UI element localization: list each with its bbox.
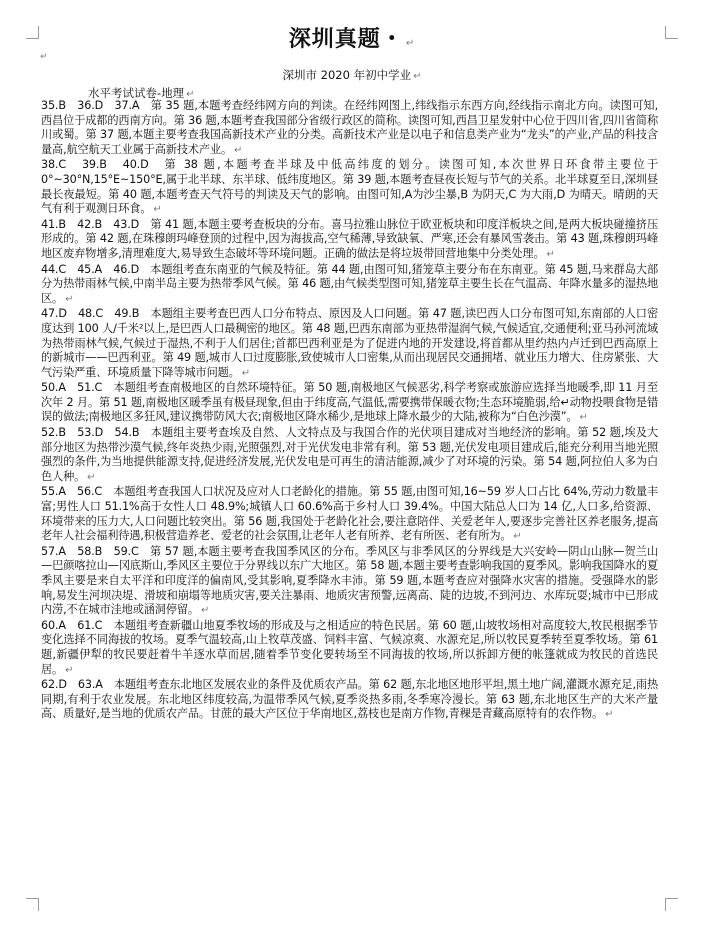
answer-explanations bbox=[41, 99, 658, 723]
paragraph-mark-icon: ↵ bbox=[153, 204, 162, 216]
answer-paragraph-55-56: 55.A 56.C 本题组考查我国人口状况及应对人口老龄化的措施。第 55 题,由图可知,16~59 岁人口占比 64%,劳动力数量丰富;男性人口 51.1%高于女性人口 48.9%;城镇人口 60.6%高于乡村人口 39.4%。中国大陆总人口为 14 亿,人口多,给资源、环境带来的压力大,人口问题比较突出。第 56 题,我国处于老龄化社会,要注意陪伴、关爱老年人,要逐步完善社区养老服务,提高老年人社会福利待遇,积极营造养老、爱老的社会氛围,让老年人老有所养、老有所医、老有所为。 ↵ bbox=[41, 485, 658, 543]
paragraph-mark-icon: ↵ bbox=[186, 89, 195, 100]
answer-paragraph-44-46: 44.C 45.A 46.D 本题组考查东南亚的气候及特征。第 44 题,由图可知,猪笼草主要分布在东南亚。第 45 题,马来群岛大部分为热带雨林气候,中南半岛主要为热带季风气候。第 46 题,由气候类型图可知,猪笼草主要生长在气温高、年降水量多的湿热地区。 ↵ bbox=[41, 262, 658, 305]
paragraph-mark-icon: ↵ bbox=[579, 412, 588, 424]
answer-paragraph-41-43: 41.B 42.B 43.D 第 41 题,本题主要考查板块的分布。喜马拉雅山脉位于欧亚板块和印度洋板块之间,是两大板块碰撞挤压形成的。第 42 题,在珠穆朗玛峰登顶的过程中,因为海拔高,空气稀薄,导致缺氧、严寒,还会有暴风雪袭击。第 43 题,珠穆朗玛峰地区废弃物增多,清理难度大,易导致生态破坏等环境问题。正确的做法是将垃圾带回营地集中分类处理。 ↵ bbox=[41, 217, 658, 260]
paragraph-mark-icon: ↵ bbox=[87, 471, 96, 483]
answer-paragraph-52-54: 52.B 53.D 54.B 本题组主要考查埃及自然、人文特点及与我国合作的光伏项目建成对当地经济的影响。第 52 题,埃及大部分地区为热带沙漠气候,终年炎热少雨,光照强烈,对于光伏发电非常有利。第 53 题,光伏发电项目建成后,能充分利用当地光照强烈的条件,为当地提供能源支持,促进经济发展,光伏发电是可再生的清洁能源,减少了对环境的污染。第 54 题,阿拉伯人多为白色人种。 ↵ bbox=[41, 426, 658, 483]
crop-mark-bottom-right bbox=[665, 898, 678, 911]
paragraph-mark-icon: ↵ bbox=[546, 248, 555, 260]
exam-subtitle bbox=[0, 67, 704, 83]
answer-paragraph-38-40: 38.C 39.B 40.D 第 38 题,本题考查半球及中低高纬度的划分。读图可知,本次世界日环食带主要位于 0°~30°N,15°E~150°E,属于北半球、东半球、低纬度地区。第 39 题,本题考查昼夜长短与节气的关系。北半球夏至日,深圳昼最长夜最短。第 40 题,本题考查天气符号的判读及天气的影响。由图可知,A为沙尘暴,B 为阴天,C 为大雨,D 为晴天。晴朗的天气有利于观测日环食。 ↵ bbox=[41, 158, 658, 216]
paragraph-mark-icon: ↵ bbox=[65, 664, 74, 676]
answer-paragraph-62-63: 62.D 63.A 本题组考查东北地区发展农业的条件及优质农产品。第 62 题,东北地区地形平坦,黑土地广阔,灌溉水源充足,雨热同期,有利于农业发展。东北地区纬度较高,为温带季风气候,夏季炎热多雨,冬季寒冷漫长。第 63 题,东北地区生产的大米产量高、质量好,是当地的优质农产品。甘蔗的最大产区位于华南地区,荔枝也是南方作物,青稞是青藏高原特有的农作物。 ↵ bbox=[41, 678, 658, 721]
paragraph-mark-icon: ↵ bbox=[513, 531, 522, 543]
crop-mark-bottom-left bbox=[26, 898, 39, 911]
answer-paragraph-50-51: 50.A 51.C 本题组考查南极地区的自然环境特征。第 50 题,南极地区气候恶劣,科学考察或旅游应选择当地暖季,即 11 月至次年 2 月。第 51 题,南极地区暖季虽有极昼现象,但由于纬度高,气温低,需要携带保暖衣物;生态环境脆弱,给↵动物投喂食物是错误的做法;南极地区多狂风,建议携带防风大衣;南极地区降水稀少,是地球上降水最少的大陆,被称为“白色沙漠”。 ↵ bbox=[41, 381, 658, 424]
paragraph-mark-icon: ↵ bbox=[405, 38, 416, 49]
answer-paragraph-57-59: 57.A 58.B 59.C 第 57 题,本题主要考查我国季风区的分布。季风区与非季风区的分界线是大兴安岭—阴山山脉—贺兰山—巴颜喀拉山—冈底斯山,季风区主要位于分界线以东广大地区。第 58 题,本题主要考查影响我国的夏季风。影响我国降水的夏季风主要是来自太平洋和印度洋的偏南风,受其影响,夏季降水丰沛。第 59 题,本题考查应对强降水灾害的措施。受强降水的影响,易发生河坝决堤、滑坡和崩塌等地质灾害,要关注暴雨、地质灾害预警,远离高、陡的边坡,不到河边、水库玩耍;城市中已形成内涝,不在城市洼地或涵洞停留。 ↵ bbox=[41, 544, 658, 617]
answer-paragraph-60-61: 60.A 61.C 本题组考查新疆山地夏季牧场的形成及与之相适应的特色民居。第 60 题,山坡牧场相对高度较大,牧民根据季节变化选择不同海拔的牧场。夏季气温较高,山上牧草茂盛、饲料丰富、气候凉爽、水源充足,所以牧民夏季转至夏季牧场。第 61 题,新疆伊犁的牧民要赶着牛羊逐水草而居,随着季节变化要转场至不同海拔的牧场,所以拆卸方便的帐篷就成为牧民的首选民居。 ↵ bbox=[41, 618, 658, 676]
answer-paragraph-35-37: 35.B 36.D 37.A 第 35 题,本题考查经纬网方向的判读。在经纬网图上,纬线指示东西方向,经线指示南北方向。读图可知,西昌位于成都的西南方向。第 36 题,本题考查我国部分省级行政区的简称。读图可知,西昌卫星发射中心位于四川省,四川省简称川或蜀。第 37 题,本题主要考查我国高新技术产业的分类。高新技术产业是以电子和信息类产业为“龙头”的产业,产品的科技含量高,航空航天工业属于高新技术产业。 ↵ bbox=[41, 99, 658, 156]
exam-subject-text: 水平考试试卷-地理 bbox=[88, 86, 185, 100]
answer-paragraph-47-49: 47.D 48.C 49.B 本题组主要考查巴西人口分布特点、原因及人口问题。第 47 题,读巴西人口分布图可知,东南部的人口密度达到 100 人/千米²以上,是巴西人口最稠密的地区。第 48 题,巴西东南部为亚热带湿润气候,气候适宜,交通便利;亚马孙河流域为热带雨林气候,气候过于湿热,不利于人们居住;首都巴西利亚是为了促进内地的开发建设,将首都从里约热内卢迁到巴西高原上的新城市——巴西利亚。第 49 题,城市人口过度膨胀,致使城市人口密集,从而出现居民交通拥堵、就业压力增大、住房紧张、大气污染严重、环境质量下降等城市问题。 ↵ bbox=[41, 307, 658, 379]
document-title bbox=[0, 22, 704, 53]
exam-subtitle-text: 深圳市 2020 年初中学业 bbox=[282, 68, 412, 82]
paragraph-mark-icon: ↵ bbox=[200, 605, 210, 617]
paragraph-mark-icon: ↵ bbox=[413, 71, 422, 82]
document-title-text: 深圳真题・ bbox=[288, 27, 404, 52]
paragraph-mark-icon: ↵ bbox=[40, 52, 48, 62]
paragraph-mark-icon: ↵ bbox=[605, 709, 614, 721]
paragraph-mark-icon: ↵ bbox=[241, 367, 250, 379]
paragraph-mark-icon: ↵ bbox=[65, 293, 74, 305]
paragraph-mark-icon: ↵ bbox=[234, 144, 243, 156]
